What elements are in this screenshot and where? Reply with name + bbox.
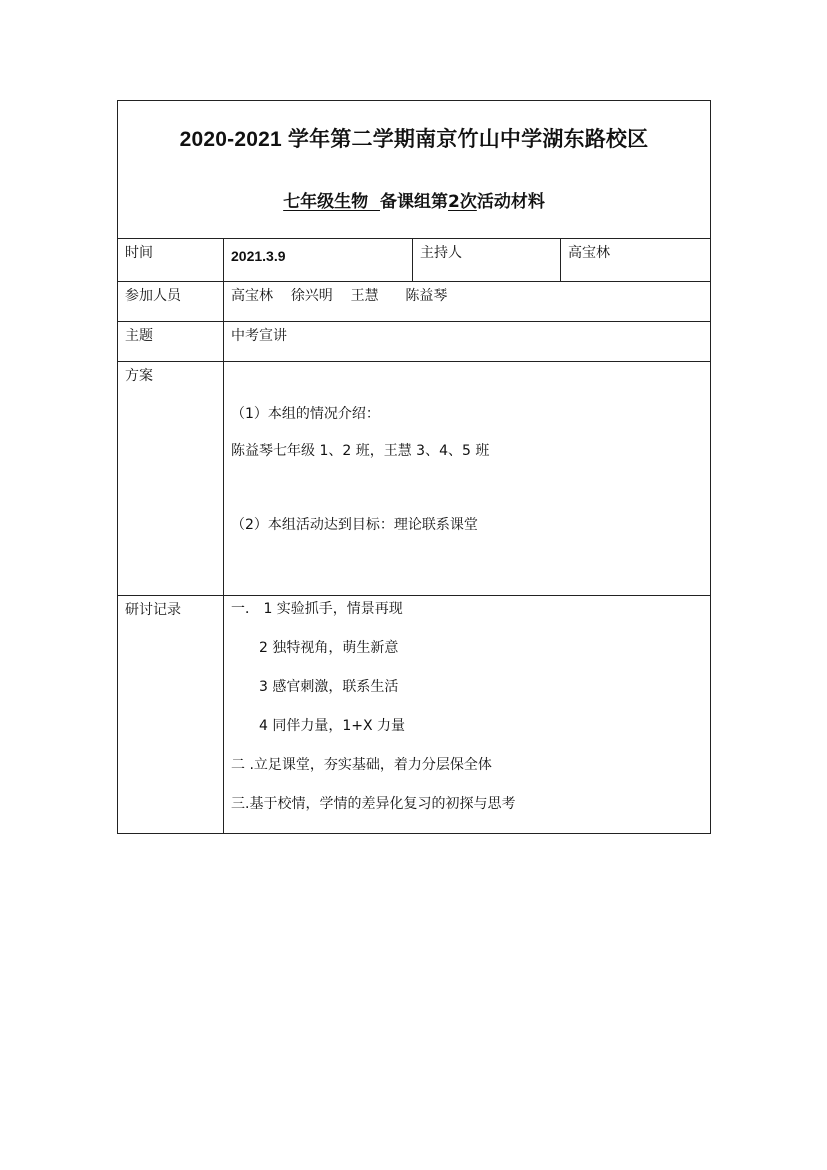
host-label: 主持人 [413, 239, 561, 282]
plan-content [224, 362, 711, 596]
topic-value: 中考宣讲 [224, 322, 711, 362]
member-name: 王慧 [350, 288, 379, 304]
record-line: 三.基于校情，学情的差异化复习的初探与思考 [231, 796, 516, 812]
document-subtitle [118, 192, 710, 212]
plan-line: （2）本组活动达到目标：理论联系课堂 [231, 517, 478, 533]
plan-label: 方案 [118, 362, 224, 596]
host-value: 高宝林 [561, 239, 711, 282]
member-name: 高宝林 [231, 288, 273, 304]
member-name: 徐兴明 [290, 288, 333, 304]
time-label: 时间 [118, 239, 224, 282]
plan-line: 陈益琴七年级 1、2 班，王慧 3、4、5 班 [231, 443, 490, 459]
subtitle-end: 活动材料 [476, 192, 545, 212]
subtitle-grade-subject: 七年级生物 [283, 192, 380, 212]
activity-record-table [117, 100, 711, 834]
document-header [118, 101, 711, 239]
subtitle-number: 2次 [448, 192, 477, 212]
plan-line: （1）本组的情况介绍： [231, 406, 380, 422]
record-line: 一． 1 实验抓手，情景再现 [231, 601, 403, 617]
members-label: 参加人员 [118, 282, 224, 322]
member-name: 陈益琴 [405, 288, 448, 304]
record-label: 研讨记录 [118, 596, 224, 834]
record-line: 4 同伴力量，1+X 力量 [259, 718, 406, 734]
time-value: 2021.3.9 [224, 239, 413, 282]
record-line: 3 感官刺激，联系生活 [259, 679, 399, 695]
topic-label: 主题 [118, 322, 224, 362]
record-content [224, 596, 711, 834]
members-list [224, 282, 711, 322]
document-title: 2020-2021 学年第二学期南京竹山中学湖东路校区 [179, 128, 649, 151]
record-line: 2 独特视角，萌生新意 [259, 640, 399, 656]
record-line: 二 .立足课堂，夯实基础，着力分层保全体 [231, 757, 492, 773]
subtitle-mid: 备课组第 [380, 192, 448, 212]
